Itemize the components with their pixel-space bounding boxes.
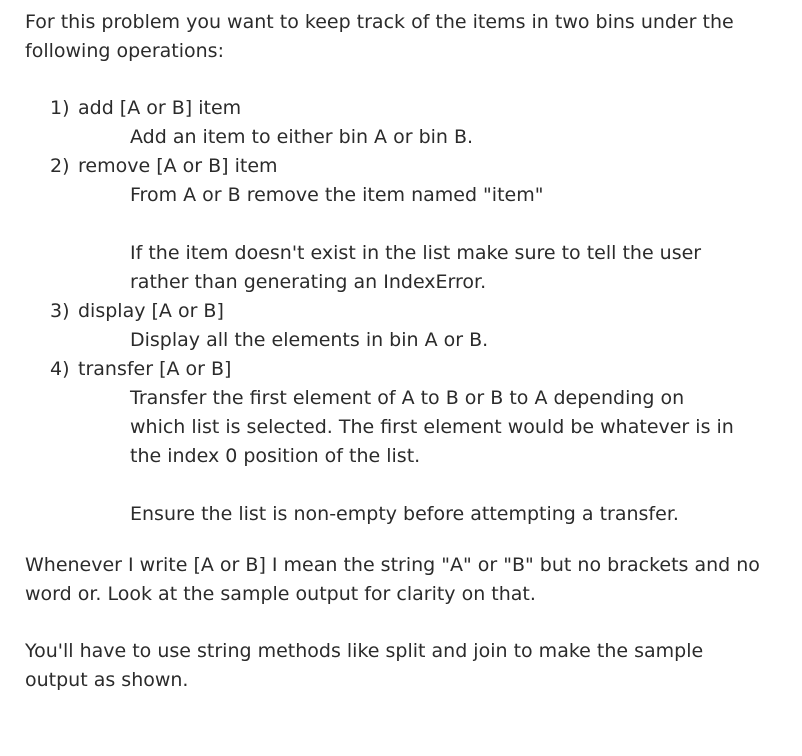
operations-list [0,94,802,529]
blank-line [0,210,802,239]
operation-description: Add an item to either bin A or bin B. [130,126,474,148]
operation-header [0,94,802,123]
blank-line [0,471,802,500]
operation-header [0,297,802,326]
operation-description: Display all the elements in bin A or B. [130,329,489,351]
operation-extra-note: Ensure the list is non-empty before attempting a transfer. [130,503,679,525]
operation-number: 1) [50,97,70,119]
operation-number: 4) [50,358,70,380]
operation-display [0,297,802,355]
operation-description: Transfer the first element of A to B or B to A depending on which list is selected. The first element would be whatever is in the index 0 position of the list. [130,387,734,467]
operation-extra-note: If the item doesn't exist in the list make sure to tell the user rather than generating an IndexError. [130,242,702,293]
operation-number: 2) [50,155,70,177]
string-methods-note: You'll have to use string methods like split and join to make the sample output as shown. [25,640,704,691]
operation-command: add [A or B] item [78,97,242,119]
operation-add [0,94,802,152]
brackets-note: Whenever I write [A or B] I mean the string "A" or "B" but no brackets and no word or. Look at the sample output for clarity on that. [25,554,760,605]
operation-remove [0,152,802,297]
operation-header [0,355,802,384]
operation-number: 3) [50,300,70,322]
operation-description: From A or B remove the item named "item" [130,184,544,206]
operation-header [0,152,802,181]
intro-paragraph: For this problem you want to keep track of the items in two bins under the following operations: [25,11,734,62]
operation-command: transfer [A or B] [78,358,232,380]
operation-command: display [A or B] [78,300,224,322]
operation-command: remove [A or B] item [78,155,278,177]
operation-transfer [0,355,802,529]
